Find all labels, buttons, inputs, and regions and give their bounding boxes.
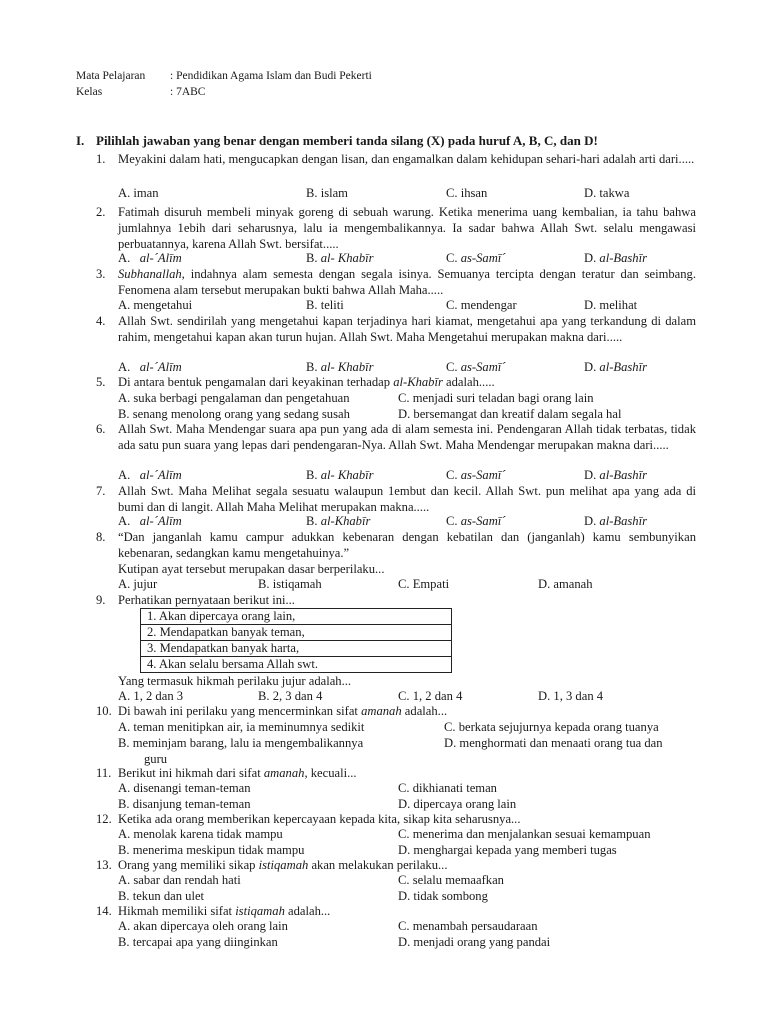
question-10 (96, 703, 696, 719)
option-d[interactable]: D. menghormati dan menaati orang tua dan (444, 736, 663, 750)
class-line (76, 84, 205, 100)
options-8 (118, 576, 698, 592)
option-a[interactable]: A. al-´Alīm (118, 251, 182, 265)
question-text: Allah Swt. Maha Melihat segala sesuatu walaupun 1embut dan kecil. Allah Swt. pun melihat apa yang ada di bumi dan di langit. Allah Maha Melihat merupakan makna..... (118, 484, 696, 514)
question-text: Di bawah ini perilaku yang mencerminkan sifat amanah adalah... (118, 704, 448, 718)
question-13 (96, 857, 696, 873)
options-13 (118, 872, 698, 904)
option-b[interactable]: B. 2, 3 dan 4 (258, 689, 323, 703)
question-number: 14. (96, 904, 112, 918)
option-b[interactable]: B. meminjam barang, lalu ia mengembalikannya (118, 736, 364, 750)
option-b[interactable]: B. senang menolong orang yang sedang susah (118, 407, 350, 421)
question-4 (96, 313, 696, 345)
subject-value: : Pendidikan Agama Islam dan Budi Pekerti (170, 70, 372, 82)
option-d[interactable]: D. menjadi orang yang pandai (398, 935, 551, 949)
class-label: Kelas (76, 86, 103, 98)
options-9 (118, 688, 698, 704)
question-text: “Dan janganlah kamu campur adukkan kebenaran dengan kebatilan dan (janganlah) kamu sembunyikan kebenaran, sedangkan kamu mengetahuinya.” (118, 530, 696, 560)
option-a[interactable]: A. al-´Alīm (118, 514, 182, 528)
options-3 (118, 297, 698, 313)
option-b[interactable]: B. teliti (306, 298, 344, 312)
option-d[interactable]: D. dipercaya orang lain (398, 797, 517, 811)
question-text: Perhatikan pernyataan berikut ini... (118, 593, 295, 607)
statement-box (140, 608, 452, 673)
option-b[interactable]: B. istiqamah (258, 577, 322, 591)
question-text: Meyakini dalam hati, mengucapkan dengan lisan, dan engamalkan dalam kehidupan sehari-hari adalah arti dari..... (118, 152, 695, 166)
section-instruction (76, 133, 598, 149)
options-7 (118, 513, 698, 529)
question-number: 13. (96, 858, 112, 872)
question-1 (96, 151, 696, 167)
option-c[interactable]: C. as-Samī´ (446, 514, 506, 528)
option-a[interactable]: A. mengetahui (118, 298, 193, 312)
option-b[interactable]: B. disanjung teman-teman (118, 797, 251, 811)
option-d[interactable]: D. takwa (584, 186, 630, 200)
question-text: Orang yang memiliki sikap istiqamah akan melakukan perilaku... (118, 858, 448, 872)
question-text: Di antara bentuk pengamalan dari keyakinan terhadap al-Khabīr adalah..... (118, 375, 495, 389)
question-number: 6. (96, 422, 106, 436)
question-number: 11. (96, 766, 112, 780)
options-14 (118, 918, 698, 950)
question-number: 4. (96, 314, 106, 328)
option-d[interactable]: D. al-Bashīr (584, 360, 647, 374)
option-a[interactable]: A. sabar dan rendah hati (118, 873, 241, 887)
options-1 (118, 185, 698, 201)
question-text: Ketika ada orang memberikan kepercayaan kepada kita, sikap kita seharusnya... (118, 812, 521, 826)
question-text: Berikut ini hikmah dari sifat amanah, kecuali... (118, 766, 357, 780)
option-b[interactable]: B. tekun dan ulet (118, 889, 205, 903)
question-number: 7. (96, 484, 106, 498)
question-number: 10. (96, 704, 112, 718)
question-9 (96, 592, 696, 608)
option-c[interactable]: C. menerima dan menjalankan sesuai kemampuan (398, 827, 651, 841)
options-4 (118, 359, 698, 375)
option-b[interactable]: B. al- Khabīr (306, 251, 374, 265)
option-b[interactable]: B. tercapai apa yang diinginkan (118, 935, 278, 949)
option-d[interactable]: D. 1, 3 dan 4 (538, 689, 604, 703)
option-d[interactable]: D. al-Bashīr (584, 468, 647, 482)
option-c[interactable]: C. 1, 2 dan 4 (398, 689, 463, 703)
question-text: Subhanallah, indahnya alam semesta dengan segala isinya. Semuanya tercipta dengan teratur dan seimbang. Fenomena alam tersebut merupakan bukti bahwa Allah Maha..... (118, 267, 696, 297)
question-number: 5. (96, 375, 106, 389)
question-number: 12. (96, 812, 112, 826)
option-c[interactable]: C. menjadi suri teladan bagi orang lain (398, 391, 594, 405)
option-b[interactable]: B. al-Khabīr (306, 514, 371, 528)
subject-label: Mata Pelajaran (76, 70, 146, 82)
option-c[interactable]: C. Empati (398, 577, 450, 591)
option-a[interactable]: A. teman menitipkan air, ia meminumnya sedikit (118, 720, 365, 734)
option-a[interactable]: A. menolak karena tidak mampu (118, 827, 283, 841)
option-d[interactable]: D. al-Bashīr (584, 251, 647, 265)
options-2 (118, 250, 698, 266)
question-number: 8. (96, 530, 106, 544)
question-11 (96, 765, 696, 781)
option-c[interactable]: C. selalu memaafkan (398, 873, 504, 887)
option-c[interactable]: C. berkata sejujurnya kepada orang tuanya (444, 720, 659, 734)
option-c[interactable]: C. dikhianati teman (398, 781, 497, 795)
option-c[interactable]: C. as-Samī´ (446, 360, 506, 374)
section-instruction-text: Pilihlah jawaban yang benar dengan memberi tanda silang (X) pada huruf A, B, C, dan D! (96, 133, 598, 148)
option-a[interactable]: A. suka berbagi pengalaman dan pengetahuan (118, 391, 350, 405)
option-a[interactable]: A. jujur (118, 577, 158, 591)
class-value: : 7ABC (170, 86, 206, 98)
question-number: 9. (96, 593, 106, 607)
options-10 (118, 719, 698, 767)
question-5 (96, 374, 696, 390)
option-d[interactable]: D. bersemangat dan kreatif dalam segala hal (398, 407, 622, 421)
option-b[interactable]: B. islam (306, 186, 348, 200)
option-d[interactable]: D. amanah (538, 577, 593, 591)
option-b[interactable]: B. al- Khabīr (306, 468, 374, 482)
option-b-continued: guru (144, 752, 168, 766)
statement-item: 3. Mendapatkan banyak harta, (141, 641, 452, 657)
statement-item: 2. Mendapatkan banyak teman, (141, 625, 452, 641)
option-a[interactable]: A. disenangi teman-teman (118, 781, 251, 795)
question-2 (96, 204, 696, 252)
option-d[interactable]: D. melihat (584, 298, 638, 312)
question-14 (96, 903, 696, 919)
option-a[interactable]: A. akan dipercaya oleh orang lain (118, 919, 288, 933)
option-a[interactable]: A. iman (118, 186, 159, 200)
question-text: Hikmah memiliki sifat istiqamah adalah... (118, 904, 331, 918)
question-3 (96, 266, 696, 298)
option-d[interactable]: D. al-Bashīr (584, 514, 647, 528)
options-11 (118, 780, 698, 812)
question-text: Allah Swt. Maha Mendengar suara apa pun yang ada di alam semesta ini. Pendengaran Allah tidak terbatas, tidak ada satu pun suara yang lepas dari pendengaran-Nya. Allah Swt. Maha Mendengar merupakan makna dari..... (118, 422, 696, 452)
option-b[interactable]: B. al- Khabīr (306, 360, 374, 374)
question-prompt: Kutipan ayat tersebut merupakan dasar berperilaku... (118, 562, 385, 576)
question-12 (96, 811, 696, 827)
option-b[interactable]: B. menerima meskipun tidak mampu (118, 843, 305, 857)
question-6 (96, 421, 696, 453)
option-a[interactable]: A. al-´Alīm (118, 468, 182, 482)
option-c[interactable]: C. ihsan (446, 186, 488, 200)
question-text: Fatimah disuruh membeli minyak goreng di sebuah warung. Ketika menerima uang kembalian, ia tahu bahwa jumlahnya 1ebih dari seharusnya, lalu ia mengembalikannya. Ia sadar bahwa Allah Swt. selalu mengawasi perbuatannya, karena Allah Swt. bersifat..... (118, 205, 696, 251)
question-number: 2. (96, 205, 106, 219)
option-c[interactable]: C. as-Samī´ (446, 251, 506, 265)
option-d[interactable]: D. menghargai kepada yang memberi tugas (398, 843, 617, 857)
option-d[interactable]: D. tidak sombong (398, 889, 488, 903)
options-5 (118, 390, 698, 422)
options-12 (118, 826, 698, 858)
option-a[interactable]: A. al-´Alīm (118, 360, 182, 374)
option-c[interactable]: C. as-Samī´ (446, 468, 506, 482)
option-a[interactable]: A. 1, 2 dan 3 (118, 689, 184, 703)
question-prompt: Yang termasuk hikmah perilaku jujur adalah... (118, 674, 352, 688)
option-c[interactable]: C. mendengar (446, 298, 517, 312)
question-text: Allah Swt. sendirilah yang mengetahui kapan terjadinya hari kiamat, mengetahui apa yang terkandung di dalam rahim, mengetahui kapan akan turun hujan. Allah Swt. Maha Mengetahui merupakan makna dari..... (118, 314, 696, 344)
section-number: I. (76, 133, 85, 148)
subject-line (76, 68, 372, 84)
statement-item: 4. Akan selalu bersama Allah swt. (141, 657, 452, 673)
statement-item: 1. Akan dipercaya orang lain, (141, 609, 452, 625)
question-number: 1. (96, 152, 106, 166)
question-7 (96, 483, 696, 515)
question-8 (96, 529, 696, 577)
option-c[interactable]: C. menambah persaudaraan (398, 919, 538, 933)
question-number: 3. (96, 267, 106, 281)
options-6 (118, 467, 698, 483)
